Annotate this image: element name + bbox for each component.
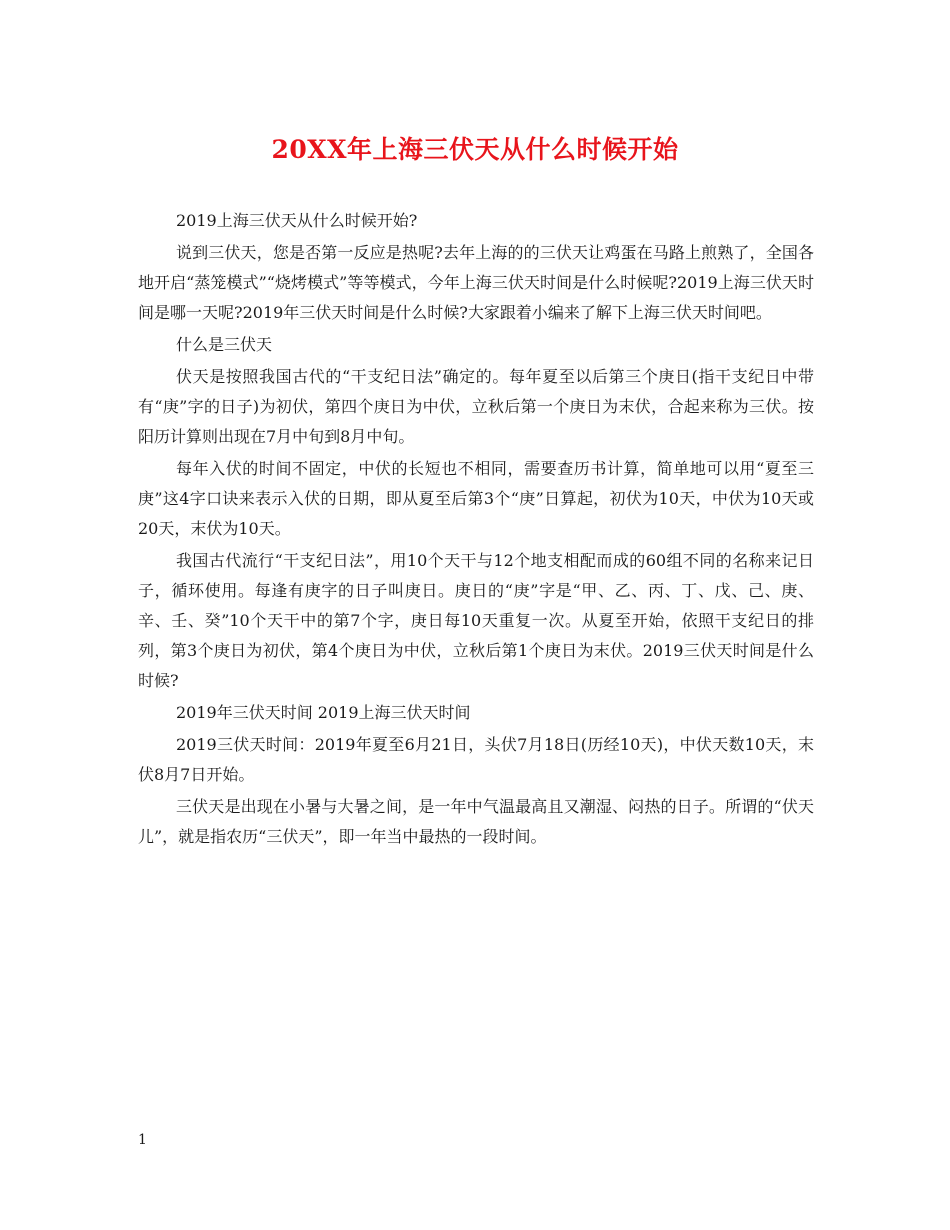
paragraph-ganzhi: 我国古代流行“干支纪日法”，用10个天干与12个地支相配而成的60组不同的名称来记日子，循环使用。每逢有庚字的日子叫庚日。庚日的“庚”字是“甲、乙、丙、丁、戊、己、庚、辛、壬、癸”10个天干中的第7个字，庚日每10天重复一次。从夏至开始，依照干支纪日的排列，第3个庚日为初伏，第4个庚日为中伏，立秋后第1个庚日为末伏。2019三伏天时间是什么时候? — [138, 551, 814, 690]
paragraph-timing: 每年入伏的时间不固定，中伏的长短也不相同，需要查历书计算，简单地可以用“夏至三庚”这4字口诀来表示入伏的日期，即从夏至后第3个“庚”日算起，初伏为10天，中伏为10天或20天，末伏为10天。 — [138, 459, 814, 538]
document-body — [138, 206, 814, 854]
paragraph-question: 2019上海三伏天从什么时候开始? — [176, 211, 418, 230]
paragraph-definition: 伏天是按照我国古代的“干支纪日法”确定的。每年夏至以后第三个庚日(指干支纪日中带有“庚”字的日子)为初伏，第四个庚日为中伏，立秋后第一个庚日为末伏，合起来称为三伏。按阳历计算则出现在7月中旬到8月中旬。 — [138, 367, 814, 446]
document-title: 20XX年上海三伏天从什么时候开始 — [271, 135, 679, 164]
paragraph-summary: 三伏天是出现在小暑与大暑之间，是一年中气温最高且又潮湿、闷热的日子。所谓的“伏天儿”，就是指农历“三伏天”，即一年当中最热的一段时间。 — [138, 797, 814, 846]
page-number: 1 — [138, 1132, 147, 1148]
paragraph-intro: 说到三伏天，您是否第一反应是热呢?去年上海的的三伏天让鸡蛋在马路上煎熟了，全国各地开启“蒸笼模式”“烧烤模式”等等模式，今年上海三伏天时间是什么时候呢?2019上海三伏天时间是哪一天呢?2019年三伏天时间是什么时候?大家跟着小编来了解下上海三伏天时间吧。 — [138, 243, 814, 322]
paragraph-heading-what-is: 什么是三伏天 — [176, 335, 273, 354]
paragraph-heading-2019: 2019年三伏天时间 2019上海三伏天时间 — [176, 703, 471, 722]
paragraph-2019-dates: 2019三伏天时间：2019年夏至6月21日，头伏7月18日(历经10天)，中伏天数10天，末伏8月7日开始。 — [138, 735, 814, 784]
